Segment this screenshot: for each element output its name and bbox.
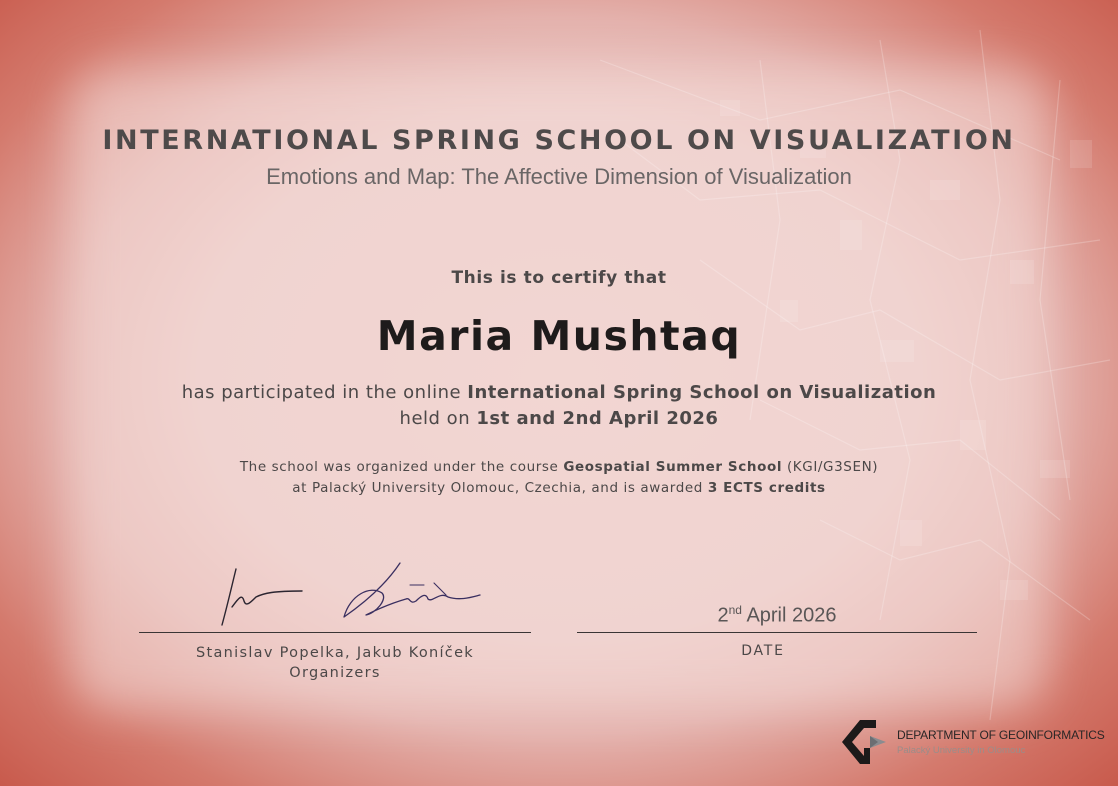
signatory-names: Stanislav Popelka, Jakub Koníček	[195, 645, 475, 661]
department-logo	[840, 718, 1105, 768]
certificate-subtitle: Emotions and Map: The Affective Dimension of Visualization	[266, 164, 852, 189]
handwritten-signatures	[210, 555, 500, 635]
participation-line	[0, 382, 1118, 403]
signatory-role: Organizers	[289, 665, 381, 681]
school-name: International Spring School on Visualization	[467, 382, 937, 403]
date-line	[577, 632, 977, 633]
department-name: DEPARTMENT OF GEOINFORMATICS	[897, 728, 1105, 742]
signatory-block	[139, 643, 531, 683]
held-on-line	[0, 408, 1118, 429]
geoinformatics-logo-icon	[840, 718, 888, 766]
date-day: 2	[717, 604, 729, 627]
date-label: DATE	[741, 643, 785, 659]
ects-credits: 3 ECTS credits	[707, 480, 826, 496]
credits-line	[0, 480, 1118, 496]
university-name: Palacký University in Olomouc	[897, 745, 1026, 756]
course-line	[0, 459, 1118, 475]
certificate-title: INTERNATIONAL SPRING SCHOOL ON VISUALIZATION	[102, 125, 1016, 156]
signature-line	[139, 632, 531, 633]
held-prefix: held on	[399, 408, 477, 429]
course-name: Geospatial Summer School	[563, 459, 783, 475]
issue-date	[577, 603, 977, 628]
course-code: (KGI/G3SEN)	[782, 459, 879, 475]
date-rest: April 2026	[741, 604, 837, 627]
signature-konicek	[344, 563, 480, 617]
date-ordinal: nd	[728, 603, 742, 617]
held-dates: 1st and 2nd April 2026	[476, 408, 719, 429]
signature-popelka	[222, 569, 302, 625]
participation-prefix: has participated in the online	[181, 382, 468, 403]
recipient-name: Maria Mushtaq	[376, 312, 742, 360]
course-prefix: The school was organized under the course	[239, 459, 564, 475]
location-prefix: at Palacký University Olomouc, Czechia, and is awarded	[292, 480, 708, 496]
certify-statement: This is to certify that	[451, 268, 667, 288]
